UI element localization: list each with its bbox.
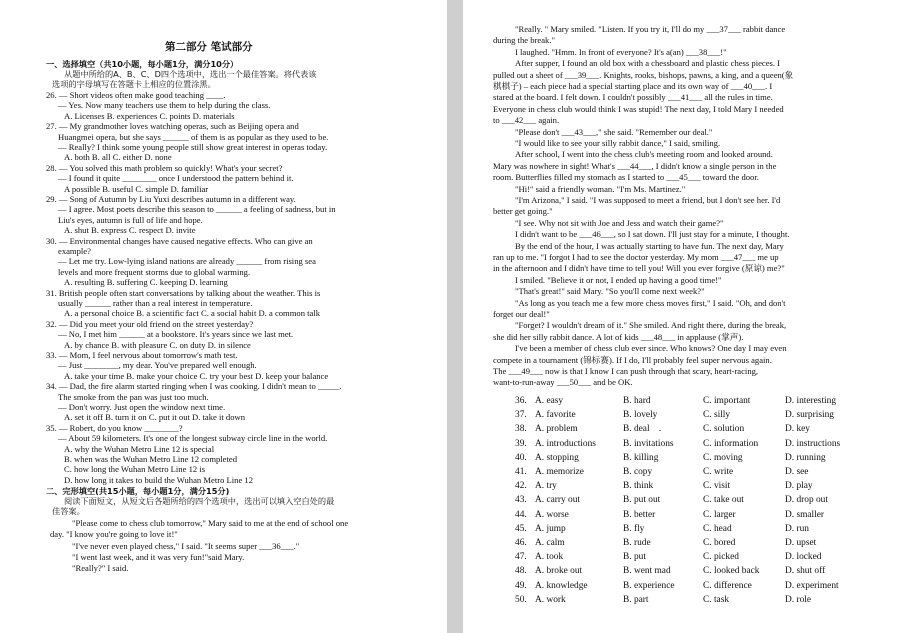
- option-number: 38.: [515, 424, 527, 435]
- question-line: A. shut B. express C. respect D. invite: [64, 225, 196, 236]
- question-line: A. both B. all C. either D. none: [64, 152, 172, 163]
- question-line: — Let me try. Low-lying island nations are already ______ from rising sea: [58, 256, 316, 267]
- option-choice: C. difference: [703, 580, 752, 591]
- option-choice: C. important: [703, 396, 751, 406]
- option-choice: D. running: [785, 452, 826, 463]
- passage-line: compete in a tournament (锦标赛). If I do, I'll probably feel super nervous again.: [493, 354, 772, 365]
- passage-line: "Please don't ___43___," she said. "Remember our deal.": [515, 126, 713, 137]
- option-choice: C. write: [703, 467, 734, 477]
- section2-instructions: 阅读下面短文，从短文后各题所给的四个选项中，选出可以填入空白处的最: [64, 496, 335, 507]
- question-line: — No, I met him ______ at a bookstore. It's years since we last met.: [58, 329, 294, 340]
- option-choice: A. easy: [535, 396, 564, 406]
- passage-line: room. Butterflies filled my stomach as I started to ___45___ toward the door.: [493, 172, 759, 183]
- question-line: usually ______ rather than a real interest in temperature.: [58, 298, 253, 308]
- section2-instructions-2: 佳答案。: [52, 506, 85, 517]
- passage-line: "I would like to see your silly rabbit dance," I said, smiling.: [515, 138, 721, 148]
- option-choice: B. put: [623, 552, 646, 563]
- passage-line: forget our deal!": [493, 309, 550, 319]
- option-number: 45.: [515, 523, 527, 534]
- passage-line: stared at the board. I felt down. I couldn't possibly ___41___ all the rules in time.: [493, 92, 773, 103]
- section1-instructions-2: 选项的字母填写在答题卡上相应的位置涂黑。: [52, 79, 216, 89]
- option-number: 39.: [515, 438, 527, 449]
- question-line: 30. — Environmental changes have caused negative effects. Who can give an: [46, 235, 313, 246]
- question-line: 28. — You solved this math problem so quickly! What's your secret?: [46, 162, 283, 173]
- option-number: 46.: [515, 538, 527, 548]
- question-line: — I agree. Most poets describe this season to ______ a feeling of sadness, but in: [58, 204, 336, 215]
- option-choice: B. put out: [623, 495, 661, 506]
- option-choice: B. went mad: [623, 566, 671, 577]
- option-choice: A. worse: [535, 509, 569, 520]
- option-choice: B. part: [623, 594, 649, 605]
- question-line: 34. — Dad, the fire alarm started ringing when I was cooking. I didn't mean to _____.: [46, 381, 342, 392]
- question-line: 27. — My grandmother loves watching operas, such as Beijing opera and: [46, 121, 299, 132]
- option-choice: A. broke out: [535, 566, 583, 577]
- section1-heading: 一、选择填空（共10小题，每小题1分，满分10分）: [46, 59, 239, 69]
- passage-line: "Forget? I wouldn't dream of it." She smiled. And right there, during the break,: [515, 320, 787, 331]
- option-choice: A. knowledge: [535, 580, 588, 591]
- option-choice: A. favorite: [535, 410, 576, 421]
- option-choice: B. experience: [623, 580, 675, 591]
- option-choice: C. bored: [703, 538, 736, 548]
- option-choice: D. see: [785, 467, 809, 477]
- question-line: 31. British people often start conversations by talking about the weather. This is: [46, 287, 321, 298]
- section2-heading: 二、完形填空(共15小题，每小题1分，满分15分): [46, 486, 230, 497]
- option-number: 37.: [515, 410, 527, 421]
- option-choice: B. deal .: [623, 424, 662, 435]
- passage-line: By the end of the hour, I was actually starting to have fun. The next day, Mary: [515, 240, 784, 251]
- option-choice: C. larger: [703, 509, 736, 520]
- passage-line: better get going.": [493, 206, 553, 217]
- option-choice: A. problem: [535, 424, 578, 435]
- passage-line: The ___49___ now is that I know I can push through that scary, heart-racing,: [493, 366, 759, 376]
- option-choice: D. upset: [785, 538, 817, 548]
- question-line: B. when was the Wuhan Metro Line 12 completed: [64, 454, 237, 464]
- passage-line: "Please come to chess club tomorrow," Mary said to me at the end of school one: [72, 518, 349, 529]
- option-number: 50.: [515, 594, 527, 605]
- option-choice: A. jump: [535, 523, 566, 534]
- option-choice: A. calm: [535, 538, 565, 548]
- passage-line: pulled out a sheet of ___39___. Knights, rooks, bishops, pawns, a king, and a queen(象: [493, 69, 794, 80]
- passage-line: day. "I know you're going to love it!": [50, 529, 178, 540]
- option-choice: D. interesting: [785, 396, 837, 406]
- option-number: 43.: [515, 495, 527, 506]
- question-line: 32. — Did you meet your old friend on the street yesterday?: [46, 318, 254, 329]
- passage-line: want-to-run-away ___50___ and be OK.: [493, 377, 633, 388]
- passage-line: After supper, I found an old box with a chessboard and plastic chess pieces. I: [515, 58, 781, 69]
- option-choice: C. looked back: [703, 566, 760, 577]
- option-choice: B. killing: [623, 452, 659, 463]
- left-page: [0, 0, 447, 633]
- question-line: — Don't worry. Just open the window next time.: [58, 402, 226, 412]
- passage-line: to ___42___ again.: [493, 115, 560, 126]
- right-page: [463, 0, 911, 633]
- option-choice: C. solution: [703, 424, 745, 435]
- section1-instructions: 从题中所给的A、B、C、D四个选项中，选出一个最佳答案。将代表该: [64, 69, 317, 79]
- passage-line: Everyone in chess club would think I was stupid! The next day, I told Mary I needed: [493, 103, 784, 114]
- option-choice: A. introductions: [535, 438, 596, 449]
- question-line: Liu's eyes, autumn is full of life and hope.: [58, 214, 203, 225]
- option-choice: D. drop out: [785, 495, 828, 506]
- question-line: — I found it quite ________ once I understood the pattern behind it.: [58, 173, 294, 184]
- option-choice: C. visit: [703, 481, 731, 492]
- option-choice: A. try: [535, 481, 557, 492]
- question-line: 29. — Song of Autumn by Liu Yuxi describes autumn in a different way.: [46, 194, 296, 204]
- option-choice: C. information: [703, 438, 759, 449]
- question-line: A. resulting B. suffering C. keeping D. learning: [64, 277, 228, 288]
- option-choice: D. smaller: [785, 509, 825, 520]
- option-number: 47.: [515, 552, 527, 563]
- option-number: 40.: [515, 452, 527, 463]
- option-choice: D. play: [785, 481, 813, 492]
- question-line: A. Licenses B. experiences C. points D. materials: [64, 110, 235, 121]
- question-line: — Really? I think some young people still show great interest in operas today.: [58, 142, 328, 152]
- option-choice: C. picked: [703, 552, 739, 563]
- question-line: A. a personal choice B. a scientific fact C. a social habit D. a common talk: [64, 308, 321, 319]
- option-choice: A. took: [535, 552, 564, 563]
- option-choice: C. task: [703, 594, 730, 605]
- question-line: 33. — Mom, I feel nervous about tomorrow's math test.: [46, 350, 238, 360]
- section-title: 第二部分 笔试部分: [165, 41, 253, 53]
- option-choice: C. head: [703, 523, 732, 534]
- question-line: A. set it off B. turn it on C. put it out D. take it down: [64, 412, 246, 423]
- question-line: levels and more frequent storms due to global warming.: [58, 266, 251, 277]
- option-number: 49.: [515, 580, 527, 591]
- question-line: — About 59 kilometers. It's one of the longest subway circle line in the world.: [58, 433, 328, 444]
- question-line: The smoke from the pan was just too much.: [58, 391, 209, 402]
- question-line: A. take your time B. make your choice C. try your best D. keep your balance: [64, 370, 329, 381]
- question-line: 35. — Robert, do you know ________?: [46, 422, 183, 433]
- option-choice: D. experiment: [785, 580, 839, 591]
- passage-line: I didn't want to be ___46___, so I sat down. I'll just stay for a minute, I thought.: [515, 229, 790, 240]
- question-line: — Just ________, my dear. You've prepared well enough.: [58, 360, 257, 371]
- option-choice: D. locked: [785, 552, 822, 563]
- passage-line: "That's great!" said Mary. "So you'll come next week?": [515, 286, 705, 297]
- option-choice: C. moving: [703, 452, 743, 463]
- passage-line: "Really. " Mary smiled. "Listen. If you try it, I'll do my ___37___ rabbit dance: [515, 24, 786, 34]
- passage-line: "Really?" I said.: [72, 563, 129, 573]
- passage-line: After school, I went into the chess club's meeting room and looked around.: [515, 149, 773, 160]
- passage-line: "I see. Why not sit with Joe and Jess and watch their game?": [515, 217, 724, 228]
- option-choice: C. silly: [703, 410, 731, 421]
- question-line: D. how long it takes to build the Wuhan Metro Line 12: [64, 474, 254, 485]
- passage-line: Mary was nowhere in sight! What's ___44___, I didn't know a single person in the: [493, 160, 777, 171]
- option-choice: B. invitations: [623, 438, 674, 449]
- option-number: 48.: [515, 566, 527, 577]
- option-choice: B. fly: [623, 523, 645, 534]
- option-choice: A. carry out: [535, 495, 581, 506]
- passage-line: during the break.": [493, 35, 555, 46]
- option-choice: C. take out: [703, 495, 744, 506]
- option-number: 36.: [515, 396, 527, 406]
- option-number: 42.: [515, 481, 527, 492]
- question-line: 26. — Short videos often make good teaching ____.: [46, 90, 226, 100]
- passage-line: ran up to me. "I forgot I had to see the doctor yesterday. My mom ___47___ me up: [493, 252, 779, 262]
- option-choice: B. copy: [623, 467, 653, 477]
- passage-line: "I've never even played chess," I said. "It seems super ___36___.": [72, 540, 300, 551]
- option-choice: D. role: [785, 594, 812, 605]
- option-number: 44.: [515, 509, 527, 520]
- question-line: example?: [58, 246, 91, 256]
- option-choice: B. think: [623, 481, 654, 492]
- question-line: A. why the Wuhan Metro Line 12 is special: [64, 443, 215, 454]
- question-line: A possible B. useful C. simple D. familiar: [64, 183, 209, 194]
- option-choice: B. better: [623, 509, 656, 520]
- option-choice: D. shut off: [785, 566, 826, 577]
- option-choice: D. key: [785, 424, 810, 435]
- passage-line: "I went last week, and it was very fun!"said Mary.: [72, 551, 245, 562]
- passage-line: in the afternoon and I didn't have time to tell you! Will you ever forgive (原谅) me?": [493, 263, 785, 274]
- option-choice: A. memorize: [535, 467, 584, 477]
- passage-line: I laughed. "Hmm. In front of everyone? It's a(an) ___38___!": [515, 46, 727, 57]
- passage-line: "Hi!" said a friendly woman. "I'm Ms. Martinez.": [515, 183, 686, 194]
- passage-line: I've been a member of chess club ever since. Who knows? One day I may even: [515, 343, 787, 354]
- option-choice: B. rude: [623, 538, 651, 548]
- question-line: — Yes. Now many teachers use them to help during the class.: [58, 100, 271, 111]
- option-number: 41.: [515, 467, 527, 477]
- option-choice: B. lovely: [623, 410, 658, 421]
- passage-line: 棋棋子) – each piece had a special starting place and its own way of ___40___. I: [493, 81, 773, 91]
- option-choice: D. instructions: [785, 438, 841, 449]
- option-choice: D. surprising: [785, 410, 834, 421]
- question-line: Huangmei opera, but she says ______ of them is as popular as they used to be.: [58, 131, 329, 142]
- passage-line: I smiled. "Believe it or not, I ended up having a good time!": [515, 274, 722, 285]
- question-line: A. by chance B. with pleasure C. on duty D. in silence: [64, 339, 251, 350]
- option-choice: D. run: [785, 523, 809, 534]
- option-choice: B. hard: [623, 396, 651, 406]
- option-choice: A. stopping: [535, 452, 579, 463]
- passage-line: she did her silly rabbit dance. A lot of kids ___48___ in applause (掌声).: [493, 331, 744, 342]
- passage-line: "I'm Arizona," I said. "I was supposed to meet a friend, but I don't see her. I'd: [515, 195, 781, 205]
- question-line: C. how long the Wuhan Metro Line 12 is: [64, 464, 206, 475]
- option-choice: A. work: [535, 594, 566, 605]
- passage-line: "As long as you teach me a few more chess moves first," I said. "Oh, and don't: [515, 297, 786, 308]
